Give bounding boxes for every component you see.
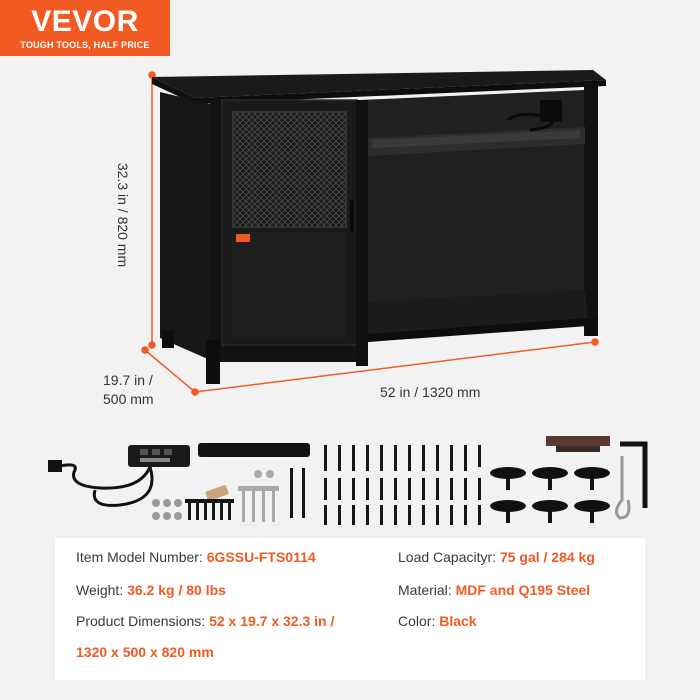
depth-dimension-label: 19.7 in / 500 mm xyxy=(103,372,154,407)
logo-wordmark: VEVOR xyxy=(31,5,139,38)
width-dimension-label: 52 in / 1320 mm xyxy=(380,384,481,400)
product-dimensions-row: Product Dimensions: 52 x 19.7 x 32.3 in / xyxy=(76,613,335,629)
material-row: Material: MDF and Q195 Steel xyxy=(398,582,591,598)
color-value: Black xyxy=(439,613,477,629)
allen-key-icon xyxy=(620,444,645,508)
wood-dowel-icon xyxy=(205,485,229,502)
weight-row: Weight: 36.2 kg / 80 lbs xyxy=(76,582,226,598)
power-strip-icon xyxy=(48,445,190,505)
bracket-icon xyxy=(546,436,610,452)
wrench-icon xyxy=(616,456,629,518)
product-dimensions-metric-row xyxy=(76,644,214,660)
model-number-row: Item Model Number: 6GSSU-FTS0114 xyxy=(76,549,316,565)
height-dimension-label: 32.3 in / 820 mm xyxy=(115,162,131,268)
weight-value: 36.2 kg / 80 lbs xyxy=(127,582,226,598)
product-dimensions-metric-value: 1320 x 500 x 820 mm xyxy=(76,644,214,660)
load-capacity-row: Load Capacityr: 75 gal / 284 kg xyxy=(398,549,595,565)
color-row: Color: Black xyxy=(398,613,477,629)
specifications-panel xyxy=(55,538,645,680)
load-capacity-value: 75 gal / 284 kg xyxy=(499,549,595,565)
handle-bar-icon xyxy=(198,443,310,457)
product-dimensions-value: 52 x 19.7 x 32.3 in / xyxy=(209,613,335,629)
long-screws-icon xyxy=(290,445,481,525)
small-screws-icon xyxy=(152,499,182,520)
material-value: MDF and Q195 Steel xyxy=(455,582,591,598)
leveling-feet-icon xyxy=(490,467,610,523)
model-number-value: 6GSSU-FTS0114 xyxy=(206,549,316,565)
logo-tagline: TOUGH TOOLS, HALF PRICE xyxy=(20,40,150,50)
